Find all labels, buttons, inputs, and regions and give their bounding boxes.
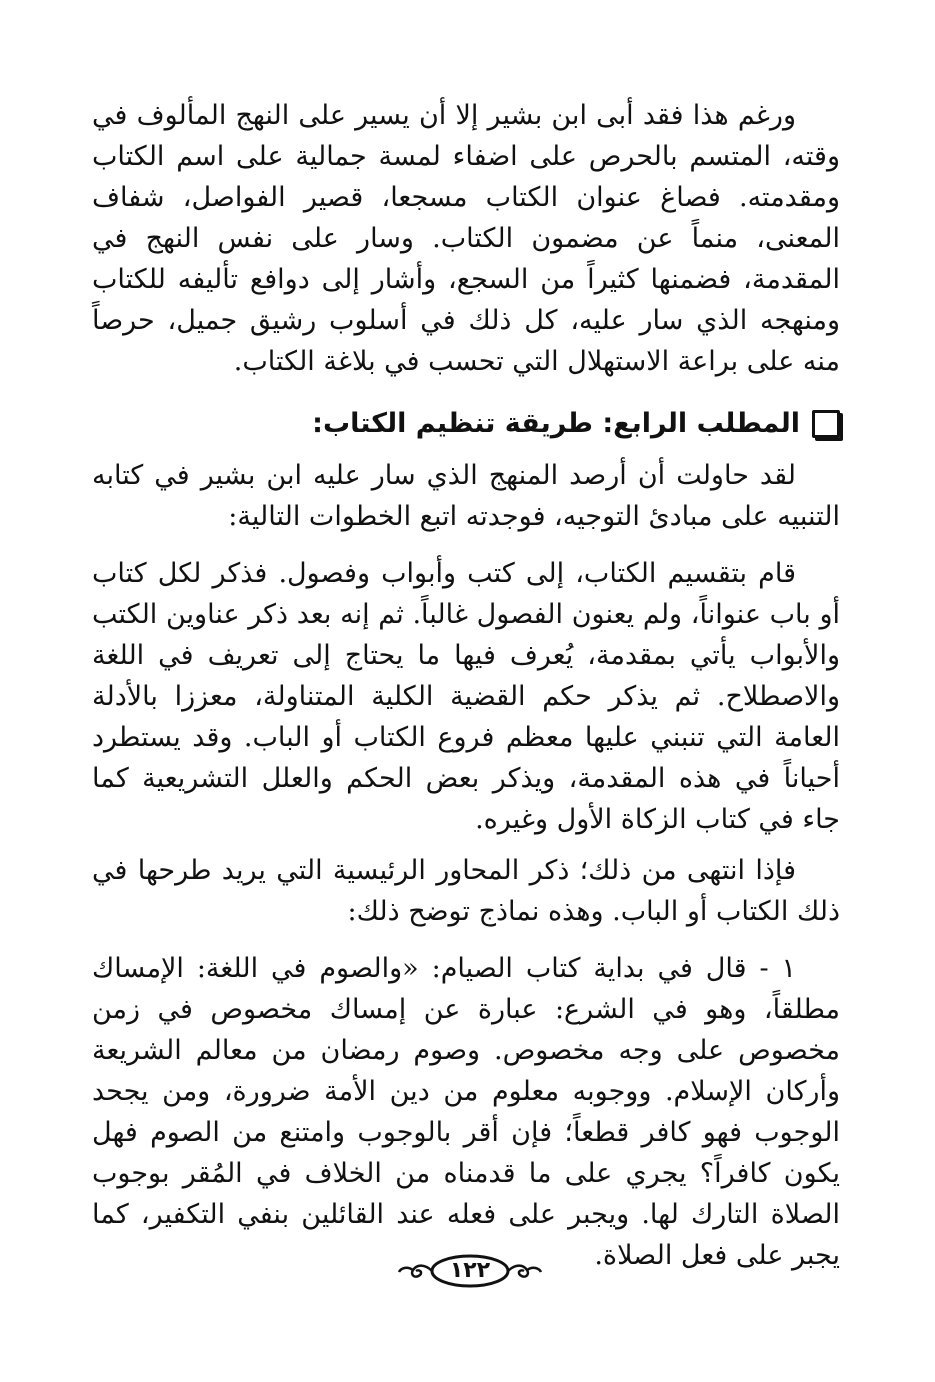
paragraph-block-1: [92, 455, 840, 537]
page-number: ١٢٢: [449, 1258, 491, 1283]
intro-paragraph-block: [92, 95, 840, 382]
paragraph: لقد حاولت أن أرصد المنهج الذي سار عليه ابن بشير في كتابه التنبيه على مبادئ التوجيه، فوجدته اتبع الخطوات التالية:: [92, 460, 840, 532]
paragraph: فإذا انتهى من ذلك؛ ذكر المحاور الرئيسية التي يريد طرحها في ذلك الكتاب أو الباب. وهذه نماذج توضح ذلك:: [92, 855, 840, 927]
paragraph: ١ - قال في بداية كتاب الصيام: «والصوم في اللغة: الإمساك مطلقاً، وهو في الشرع: عبارة عن إمساك مخصوص في زمن مخصوص على وجه مخصوص. وصوم رمضان من معالم الشريعة وأركان الإسلام. ووجوبه معلوم من دين الأمة ضرورة، ومن يجحد الوجوب فهو كافر قطعاً؛ فإن أقر بالوجوب وامتنع من الصوم فهل يكون كافراً؟ يجري على ما قدمناه من الخلاف في المُقر بوجوب الصلاة التارك لها. ويجبر على فعله عند القائلين بنفي التكفير، كما يجبر على فعل الصلاة.: [92, 953, 840, 1271]
checkbox-icon: [812, 410, 840, 438]
section-heading-text: المطلب الرابع: طريقة تنظيم الكتاب:: [312, 408, 800, 439]
paragraph: ورغم هذا فقد أبى ابن بشير إلا أن يسير على النهج المألوف في وقته، المتسم بالحرص على اضفاء لمسة جمالية على اسم الكتاب ومقدمته. فصاغ عنوان الكتاب مسجعا، قصير الفواصل، شفاف المعنى، منماً عن مضمون الكتاب. وسار على نفس النهج في المقدمة، فضمنها كثيراً من السجع، وأشار إلى دوافع تأليفه للكتاب ومنهجه الذي سار عليه، كل ذلك في أسلوب رشيق جميل، حرصاً منه على براعة الاستهلال التي تحسب في بلاغة الكتاب.: [92, 100, 840, 377]
paragraph-block-2: [92, 553, 840, 840]
section-heading: [92, 402, 840, 446]
paragraph-block-4: [92, 948, 840, 1276]
paragraph-block-3: [92, 850, 840, 932]
page-number-badge: [395, 1252, 545, 1292]
paragraph: قام بتقسيم الكتاب، إلى كتب وأبواب وفصول. فذكر لكل كتاب أو باب عنواناً، ولم يعنون الفصول غالباً. ثم إنه بعد ذكر عناوين الكتب والأبواب يأتي بمقدمة، يُعرف فيها ما يحتاج إلى تعريف في اللغة والاصطلاح. ثم يذكر حكم القضية الكلية المتناولة، معززا بالأدلة العامة التي تنبني عليها معظم فروع الكتاب أو الباب. وقد يستطرد أحياناً في هذه المقدمة، ويذكر بعض الحكم والعلل التشريعية كما جاء في كتاب الزكاة الأول وغيره.: [92, 558, 840, 835]
